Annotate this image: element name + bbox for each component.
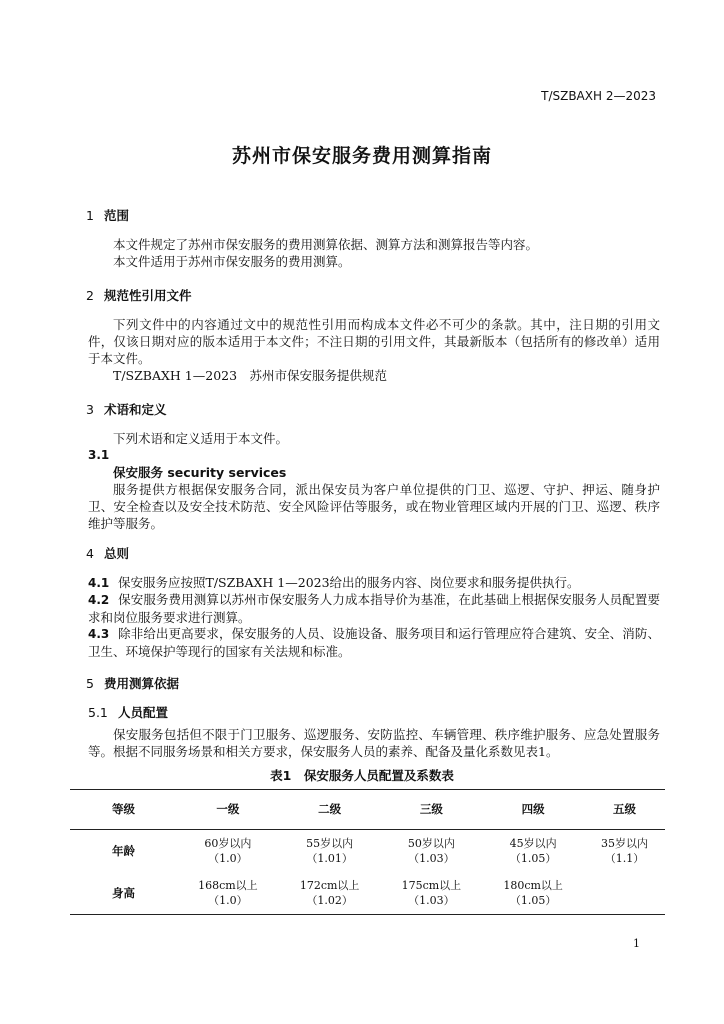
- page-title: 苏州市保安服务费用测算指南: [231, 145, 492, 167]
- clause-text: 保安服务应按照T/SZBAXH 1—2023给出的服务内容、岗位要求和服务提供执行。: [118, 575, 580, 590]
- clause-number: 4.1: [88, 576, 110, 590]
- cell-coefficient: （1.02）: [306, 894, 353, 907]
- section-3-heading: [86, 401, 167, 418]
- table-cell: [177, 830, 279, 873]
- cell-value: 168cm以上: [198, 879, 258, 892]
- section-1-heading: [86, 207, 129, 224]
- section-1-paragraph-2: 本文件适用于苏州市保安服务的费用测算。: [113, 254, 351, 269]
- clause-number: 4.3: [88, 627, 110, 641]
- table-cell: [584, 872, 665, 915]
- term-definition: 服务提供方根据保安服务合同，派出保安员为客户单位提供的门卫、巡逻、守护、押运、随身护卫、安全检查以及安全技术防范、安全风险评估等服务，或在物业管理区域内开展的门卫、巡逻、秩序维护等服务。: [88, 482, 660, 531]
- section-3-paragraph-1: 下列术语和定义适用于本文件。: [113, 431, 289, 446]
- table-cell: [482, 830, 584, 873]
- cell-value: 50岁以内: [407, 837, 455, 850]
- table-row: [70, 830, 665, 873]
- table-cell: [381, 872, 483, 915]
- section-title: 范围: [104, 208, 130, 223]
- document-code: T/SZBAXH 2—2023: [541, 89, 656, 103]
- table-header-cell: 等级: [70, 790, 177, 830]
- table-header-cell: 五级: [584, 790, 665, 830]
- table-row: [70, 872, 665, 915]
- clause-4-3: [88, 625, 660, 660]
- row-label: 身高: [70, 872, 177, 915]
- clause-4-2: [88, 591, 660, 626]
- table-header-cell: 三级: [381, 790, 483, 830]
- table-cell: [177, 872, 279, 915]
- cell-coefficient: （1.05）: [509, 852, 557, 865]
- cell-coefficient: （1.01）: [306, 852, 353, 865]
- section-5-heading: [86, 675, 179, 692]
- table-header-cell: 一级: [177, 790, 279, 830]
- normative-reference: T/SZBAXH 1—2023 苏州市保安服务提供规范: [113, 368, 388, 383]
- section-5-paragraph-1: 保安服务包括但不限于门卫服务、巡逻服务、安防监控、车辆管理、秩序维护服务、应急处置服务等。根据不同服务场景和相关方要求，保安服务人员的素养、配备及量化系数见表1。: [88, 727, 660, 759]
- staff-config-table: [70, 789, 665, 915]
- cell-value: 60岁以内: [204, 837, 252, 850]
- section-number: 4: [86, 546, 94, 561]
- section-number: 3: [86, 402, 94, 417]
- cell-value: 55岁以内: [306, 837, 354, 850]
- section-title: 术语和定义: [104, 402, 167, 417]
- section-number: 1: [86, 208, 94, 223]
- section-number: 5: [86, 676, 94, 691]
- table-cell: [279, 830, 381, 873]
- cell-coefficient: （1.05）: [509, 894, 557, 907]
- clause-4-1: [88, 574, 660, 592]
- clause-number: 4.2: [88, 593, 110, 607]
- table-cell: [279, 872, 381, 915]
- cell-value: 175cm以上: [401, 879, 462, 892]
- section-2-paragraph-1: 下列文件中的内容通过文中的规范性引用而构成本文件必不可少的条款。其中，注日期的引用文件，仅该日期对应的版本适用于本文件；不注日期的引用文件，其最新版本（包括所有的修改单）适用于本文件。: [88, 317, 660, 366]
- cell-value: 35岁以内: [601, 837, 648, 850]
- table-header-cell: 四级: [482, 790, 584, 830]
- cell-coefficient: （1.03）: [408, 894, 455, 907]
- section-title: 规范性引用文件: [104, 288, 192, 303]
- section-title: 总则: [104, 546, 130, 561]
- table-header-cell: 二级: [279, 790, 381, 830]
- table-cell: [381, 830, 483, 873]
- section-2-heading: [86, 287, 192, 304]
- cell-value: 180cm以上: [503, 879, 563, 892]
- cell-coefficient: （1.0）: [208, 852, 248, 865]
- table-cell: [482, 872, 584, 915]
- term-number: 3.1: [88, 448, 110, 462]
- row-label: 年龄: [112, 843, 135, 858]
- section-4-heading: [86, 545, 129, 562]
- section-1-paragraph-1: 本文件规定了苏州市保安服务的费用测算依据、测算方法和测算报告等内容。: [113, 237, 539, 252]
- term-name: 保安服务 security services: [113, 465, 287, 480]
- subsection-title: 人员配置: [118, 705, 169, 720]
- cell-value: 172cm以上: [299, 879, 360, 892]
- subsection-number: 5.1: [88, 705, 108, 720]
- clause-text: 保安服务费用测算以苏州市保安服务人力成本指导价为基准，在此基础上根据保安服务人员配置要求和岗位服务要求进行测算。: [88, 592, 660, 625]
- cell-coefficient: （1.0）: [208, 894, 248, 907]
- section-title: 费用测算依据: [104, 676, 180, 691]
- table-header-row: [70, 790, 665, 830]
- clause-text: 除非给出更高要求，保安服务的人员、设施设备、服务项目和运行管理应符合建筑、安全、消防、卫生、环境保护等现行的国家有关法规和标准。: [88, 626, 660, 659]
- cell-coefficient: （1.03）: [408, 852, 455, 865]
- cell-coefficient: （1.1）: [604, 852, 645, 865]
- page-number: 1: [633, 937, 640, 950]
- table-cell: [584, 830, 665, 873]
- section-number: 2: [86, 288, 94, 303]
- table-caption: 表1 保安服务人员配置及系数表: [270, 768, 454, 783]
- subsection-5-1-heading: [88, 704, 168, 721]
- cell-value: 45岁以内: [509, 837, 557, 850]
